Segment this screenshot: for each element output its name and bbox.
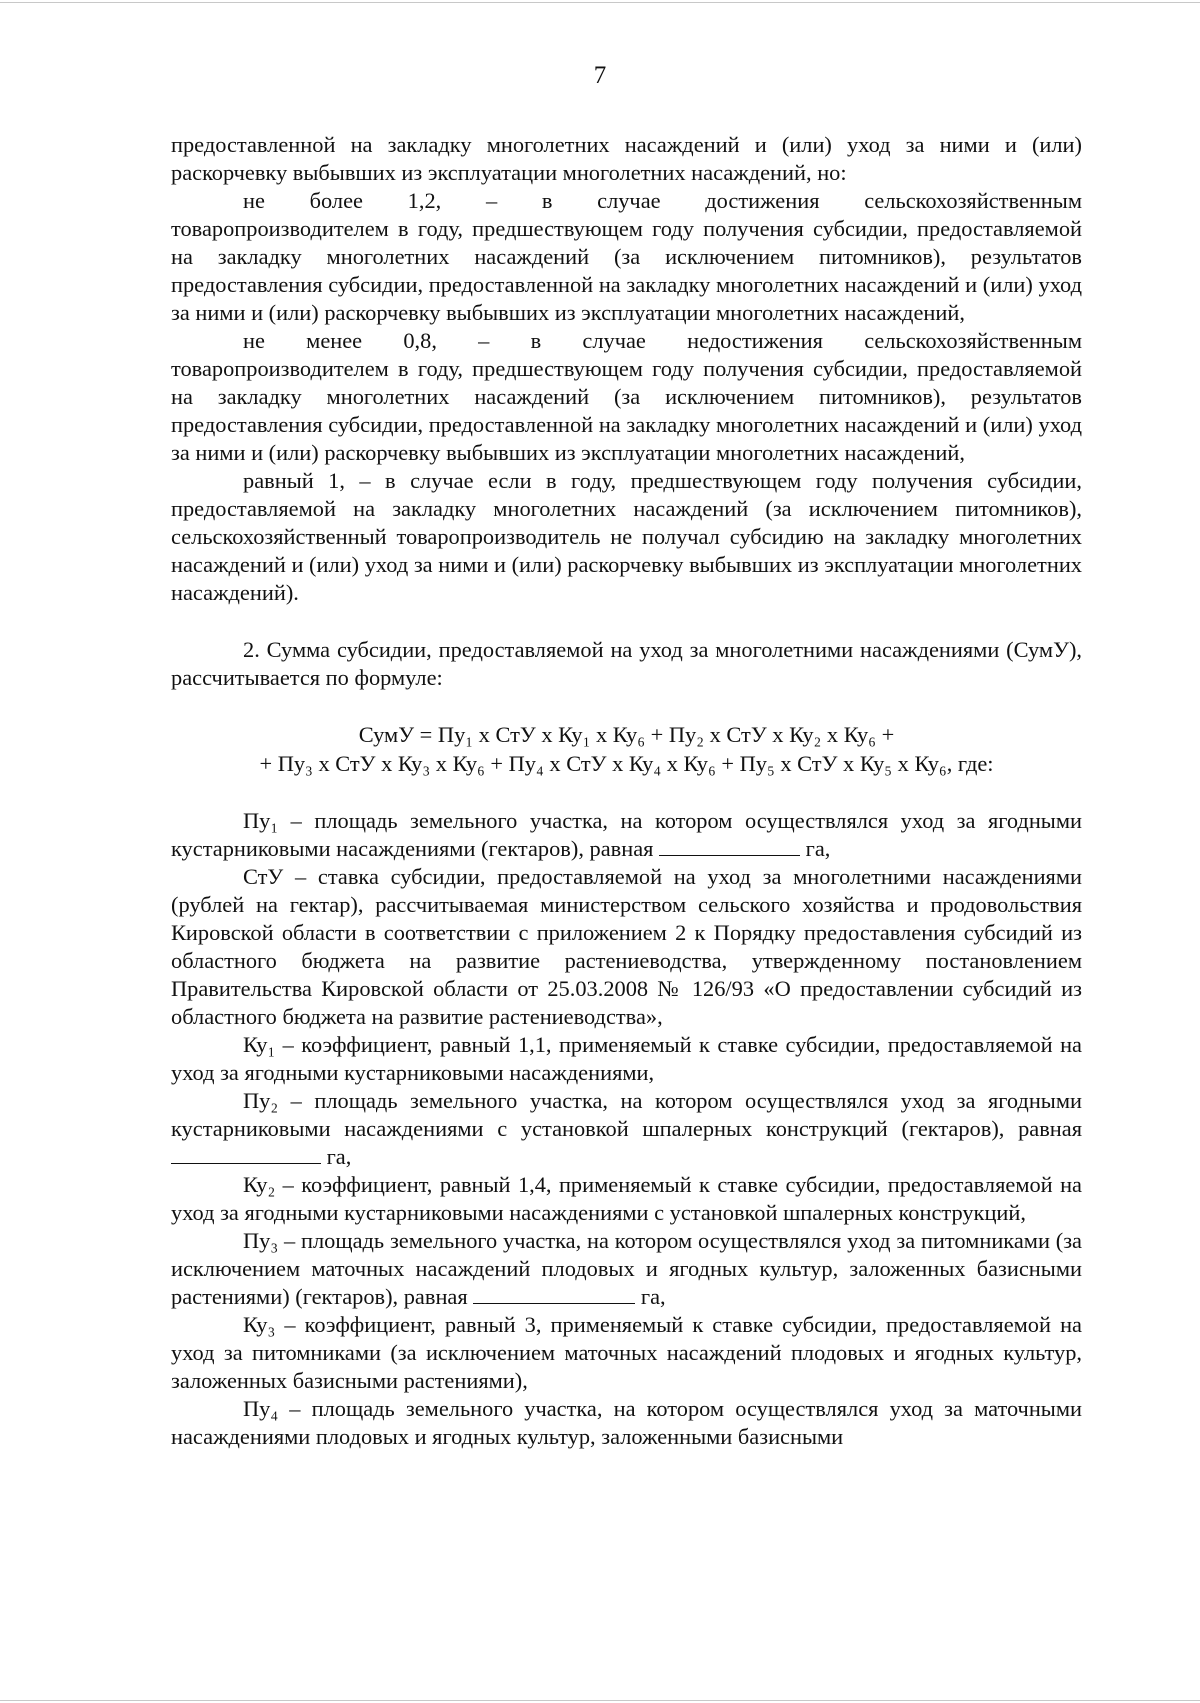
definition-pu3-text: Пу₃ – площадь земельного участка, на котором осуществлялся уход за питомниками (за исключением маточных насаждений плодовых и ягодных культур, заложенных базисными растениями) (гектаров), равная — [171, 1228, 1082, 1309]
definition-ku3: Ку₃ – коэффициент, равный 3, применяемый к ставке субсидии, предоставляемой на уход за питомниками (за исключением маточных насаждений плодовых и ягодных культур, заложенных базисными растениями), — [171, 1312, 1082, 1393]
blank-field-pu3 — [473, 1283, 635, 1304]
definition-pu3 — [171, 1227, 1082, 1311]
definition-pu4: Пу₄ – площадь земельного участка, на котором осуществлялся уход за маточными насаждениями плодовых и ягодных культур, заложенными базисными — [171, 1396, 1082, 1449]
paragraph-condition-equal-one: равный 1, – в случае если в году, предшествующем году получения субсидии, предоставляемой на закладку многолетних насаждений (за исключением питомников), сельскохозяйственный товаропроизводитель не получал субсидию на закладку многолетних насаждений и (или) уход за ними и (или) раскорчевку выбывших из эксплуатации многолетних насаждений). — [171, 468, 1082, 605]
bottom-scan-edge — [0, 1700, 1200, 1701]
definition-pu1 — [171, 807, 1082, 863]
paragraph-condition-not-more: товаропроизводителем в году, предшествующем году получения субсидии, предоставляемой на закладку многолетних насаждений (за исключением питомников), результатов предоставления субсидии, предоставленной на закладку многолетних насаждений и (или) уход за ними и (или) раскорчевку выбывших из эксплуатации многолетних насаждений, — [171, 216, 1082, 325]
paragraph-continuation: предоставленной на закладку многолетних насаждений и (или) уход за ними и (или) раскорчевку выбывших из эксплуатации многолетних насаждений, но: — [171, 132, 1082, 185]
blank-field-pu1 — [659, 835, 800, 856]
definition-ku2: Ку₂ – коэффициент, равный 1,4, применяемый к ставке субсидии, предоставляемой на уход за ягодными кустарниковыми насаждениями с установкой шпалерных конструкций, — [171, 1172, 1082, 1225]
page-number: 7 — [593, 62, 607, 89]
unit-ha: га, — [326, 1144, 352, 1169]
formula-line-1: СумУ = Пу₁ х СтУ х Ку₁ х Ку₆ + Пу₂ х СтУ х Ку₂ х Ку₆ + — [358, 722, 895, 747]
paragraph-condition-not-less-first-line: не менее 0,8, – в случае недостижения сельскохозяйственным — [243, 328, 1082, 353]
top-scan-edge — [0, 2, 1200, 3]
formula — [171, 720, 1082, 778]
definition-pu1-text: Пу₁ – площадь земельного участка, на котором осуществлялся уход за ягодными кустарниковыми насаждениями (гектаров), равная — [171, 808, 1082, 861]
blank-field-pu2 — [171, 1143, 321, 1164]
paragraph-section-2: 2. Сумма субсидии, предоставляемой на уход за многолетними насаждениями (СумУ), рассчитывается по формуле: — [171, 637, 1082, 690]
unit-ha: га, — [640, 1284, 666, 1309]
document-body — [171, 131, 1082, 1451]
definition-stu: СтУ – ставка субсидии, предоставляемой на уход за многолетними насаждениями (рублей на гектар), рассчитываемая министерством сельского хозяйства и продовольствия Кировской области в соответствии с приложением 2 к Порядку предоставления субсидий из областного бюджета на развитие растениеводства, утвержденному постановлением Правительства Кировской области от 25.03.2008 № 126/93 «О предоставлении субсидий из областного бюджета на развитие растениеводства», — [171, 864, 1082, 1029]
definition-pu2 — [171, 1087, 1082, 1171]
definition-ku1: Ку₁ – коэффициент, равный 1,1, применяемый к ставке субсидии, предоставляемой на уход за ягодными кустарниковыми насаждениями, — [171, 1032, 1082, 1085]
paragraph-condition-not-less: товаропроизводителем в году, предшествующем году получения субсидии, предоставляемой на закладку многолетних насаждений (за исключением питомников), результатов предоставления субсидии, предоставленной на закладку многолетних насаждений и (или) уход за ними и (или) раскорчевку выбывших из эксплуатации многолетних насаждений, — [171, 356, 1082, 465]
paragraph-condition-not-more-first-line: не более 1,2, – в случае достижения сельскохозяйственным — [243, 188, 1082, 213]
definition-pu2-text: Пу₂ – площадь земельного участка, на котором осуществлялся уход за ягодными кустарниковыми насаждениями с установкой шпалерных конструкций (гектаров), равная — [171, 1088, 1082, 1141]
formula-line-2: + Пу₃ х СтУ х Ку₃ х Ку₆ + Пу₄ х СтУ х Ку₄ х Ку₆ + Пу₅ х СтУ х Ку₅ х Ку₆, где: — [259, 751, 994, 776]
unit-ha: га, — [805, 836, 831, 861]
